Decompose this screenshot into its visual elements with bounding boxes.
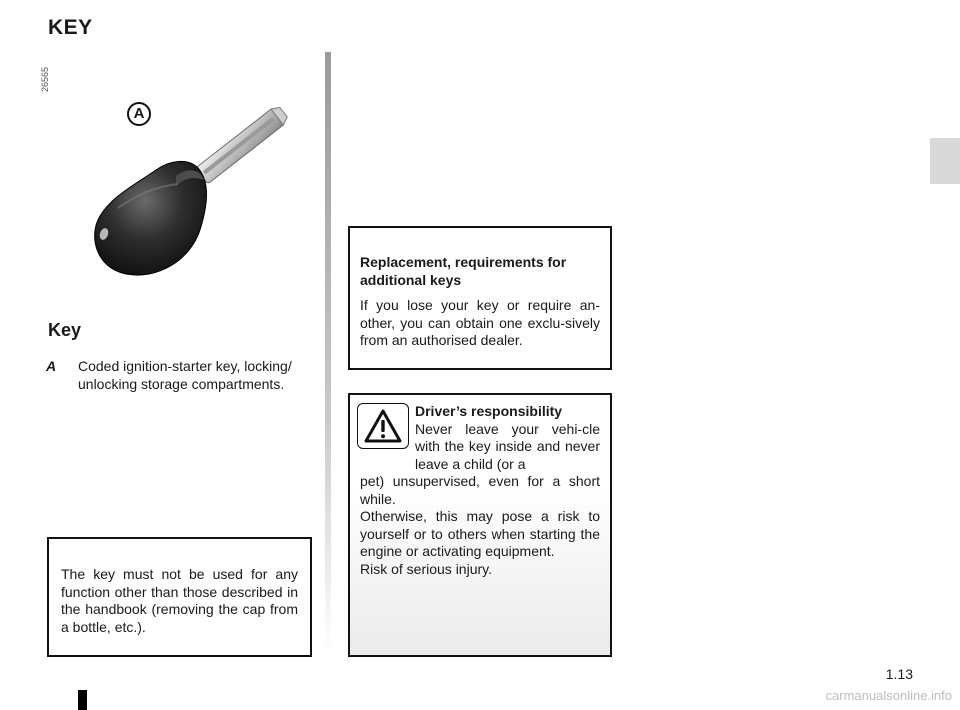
car-key-illustration [78, 98, 288, 288]
note-text: The key must not be used for any function other than those described in the handbook (removing the cap from a bottle, etc.). [61, 566, 298, 635]
warning-intro: Never leave your vehi-cle with the key inside and never leave a child (or a [415, 420, 600, 472]
page-title: KEY [48, 16, 93, 39]
driver-responsibility-warning [348, 393, 612, 657]
replacement-text: If you lose your key or require an-other, you can obtain one exclu-sively from an authorised dealer. [360, 297, 600, 348]
key-head [95, 161, 207, 275]
page-number: 1.13 [885, 666, 913, 682]
item-description: Coded ignition-starter key, locking/ unlocking storage compartments. [78, 358, 292, 392]
warning-consequence: Otherwise, this may pose a risk to yourself or to others when starting the engine or activating equipment. [360, 508, 600, 559]
callout-a: A [127, 102, 151, 126]
note-box [47, 537, 312, 657]
corner-mark [78, 690, 87, 710]
section-heading-key: Key [48, 320, 82, 340]
replacement-keys-box [348, 226, 612, 370]
watermark: carmanualsonline.info [825, 688, 952, 703]
warning-risk: Risk of serious injury. [360, 560, 493, 577]
image-reference-number: 26565 [40, 66, 50, 92]
warning-title: Driver’s responsibility [415, 403, 563, 419]
key-blade [195, 104, 288, 184]
chapter-tab-marker [930, 138, 960, 184]
warning-triangle-icon [357, 403, 409, 449]
item-letter: A [46, 358, 57, 374]
column-divider [325, 52, 331, 652]
warning-continuation: pet) unsupervised, even for a short while. [360, 473, 600, 507]
replacement-title: Replacement, requirements for additional keys [360, 254, 567, 288]
